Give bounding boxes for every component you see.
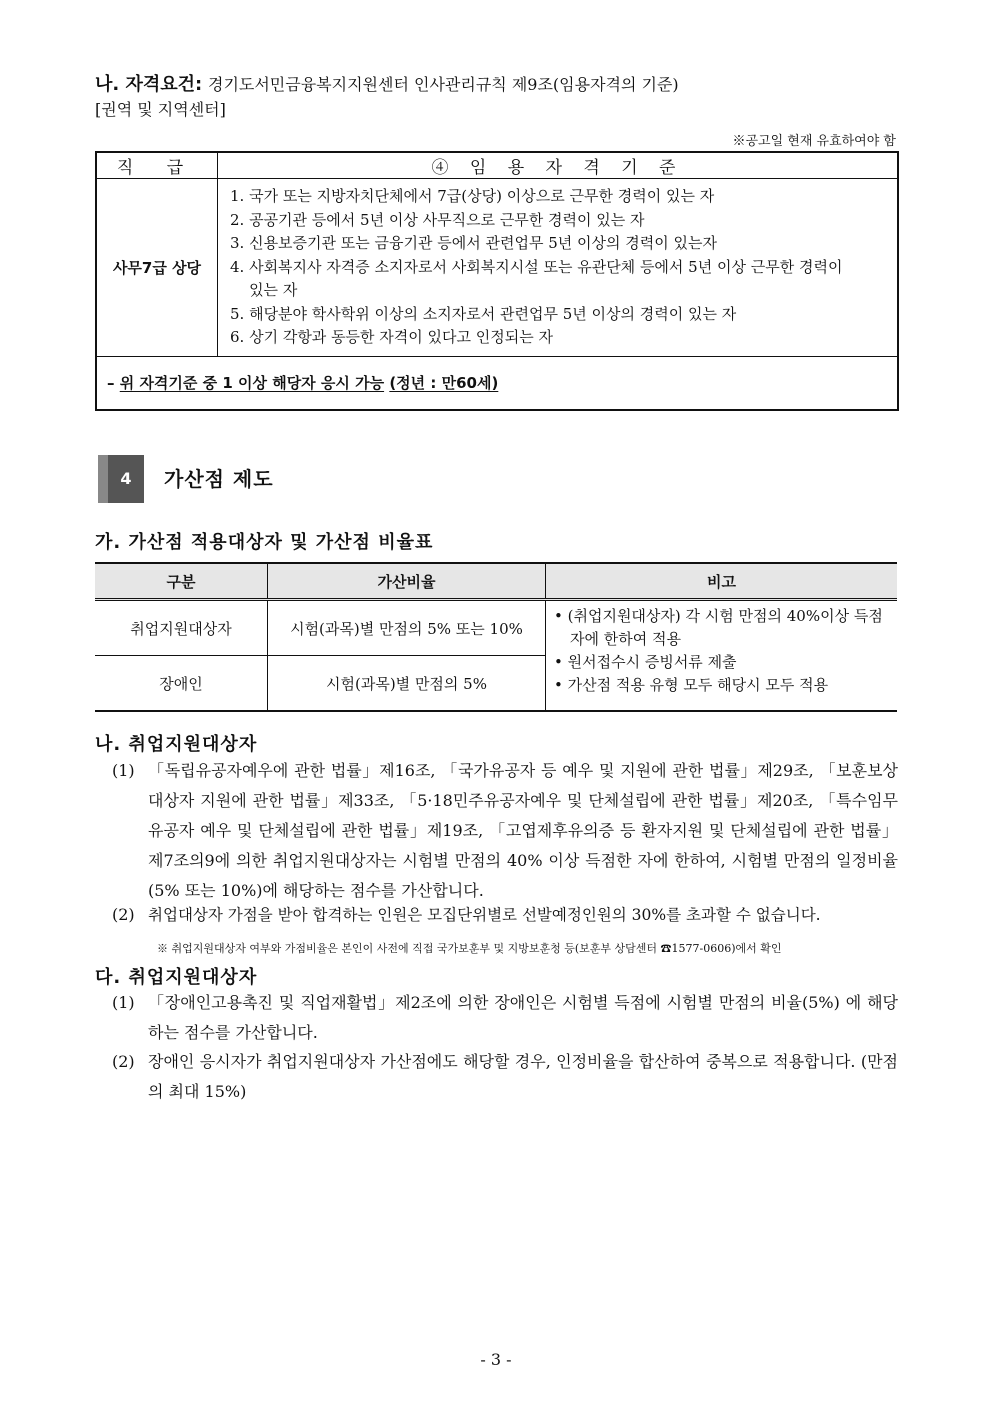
- paragraph-text: 취업대상자 가점을 받아 합격하는 인원은 모집단위별로 선발예정인원의 30%를 초과할 수 없습니다.: [148, 906, 821, 924]
- section-header: [98, 455, 418, 503]
- criteria-item: 있는 자: [230, 281, 298, 299]
- employment-note: ※ 취업지원대상자 여부와 가점비율은 본인이 사전에 직접 국가보훈부 및 지방보훈청 등(보훈부 상담센터 ☎1577-0606)에서 확인: [157, 942, 782, 955]
- paragraph-text: 장애인 응시자가 취업지원대상자 가산점에도 해당할 경우, 인정비율을 합산하여 중복으로 적용합니다. (만점의 최대 15%): [148, 1052, 898, 1101]
- criteria-item: 3. 신용보증기관 또는 금융기관 등에서 관련업무 5년 이상의 경력이 있는자: [230, 234, 717, 252]
- criteria-item: 6. 상기 각항과 동등한 자격이 있다고 인정되는 자: [230, 328, 553, 346]
- grade-cell: 사무7급 상당: [96, 179, 218, 357]
- footer-retirement: (정년 : 만60세): [389, 374, 499, 392]
- criteria-item: 1. 국가 또는 지방자치단체에서 7급(상당) 이상으로 근무한 경력이 있는 자: [230, 187, 715, 205]
- bonus-row-type: 취업지원대상자: [95, 600, 268, 656]
- section-title: 가산점 제도: [164, 467, 274, 491]
- bonus-header-note: 비고: [546, 563, 898, 600]
- disabled-heading: 다. 취업지원대상자: [95, 967, 258, 988]
- grade-header: 직 급: [96, 152, 218, 179]
- paragraph-text: 「독립유공자예우에 관한 법률」제16조, 「국가유공자 등 예우 및 지원에 관한 법률」제29조, 「보훈보상대상자 지원에 관한 법률」제33조, 「5·18민주유공자예우 및 단체설립에 관한 법률」제20조, 「특수임무유공자 예우 및 단체설립에 관한 법률」제19조, 「고엽제후유의증 등 환자지원 및 단체설립에 관한 법률」 제7조의9에 의한 취업지원대상자는 시험별 만점의 40% 이상 득점한 자에 한하여, 시험별 만점의 일정비율(5% 또는 10%)에 해당하는 점수를 가산합니다.: [148, 761, 899, 900]
- criteria-item: 5. 해당분야 학사학위 이상의 소지자로서 관련업무 5년 이상의 경력이 있는 자: [230, 304, 737, 323]
- criteria-item: 4. 사회복지사 자격증 소지자로서 사회복지시설 또는 유관단체 등에서 5년 이상 근무한 경력이: [230, 257, 843, 276]
- bonus-row-rate: 시험(과목)별 만점의 5%: [268, 656, 546, 712]
- criteria-header: ④ 임 용 자 격 기 준: [218, 152, 899, 179]
- bonus-note-item: • 가산점 적용 유형 모두 해당시 모두 적용: [554, 676, 829, 694]
- bonus-header-rate: 가산비율: [268, 563, 546, 600]
- criteria-list: [218, 179, 897, 356]
- bonus-row-type: 장애인: [95, 656, 268, 712]
- qualification-heading: [95, 70, 679, 96]
- bonus-note-item: • (취업지원대상자) 각 시험 만점의 40%이상 득점자에 한하여 적용: [554, 607, 883, 648]
- bonus-table: [95, 562, 897, 712]
- page-number: - 3 -: [480, 1350, 512, 1369]
- criteria-item: 2. 공공기관 등에서 5년 이상 사무직으로 근무한 경력이 있는 자: [230, 210, 645, 229]
- bonus-note-item: • 원서접수시 증빙서류 제출: [554, 653, 737, 671]
- qualification-sub: [권역 및 지역센터]: [95, 100, 226, 119]
- criteria-cell: [218, 179, 899, 357]
- employment-heading: 나. 취업지원대상자: [95, 734, 258, 755]
- bonus-notes: [546, 600, 898, 712]
- section-number: 4: [108, 455, 144, 503]
- qualification-table: [95, 151, 899, 411]
- paragraph-number: (2): [112, 1052, 135, 1071]
- qualification-note: ※공고일 현재 유효하여야 함: [732, 134, 896, 149]
- bonus-row-rate: 시험(과목)별 만점의 5% 또는 10%: [268, 600, 546, 656]
- employment-paragraph-1: [112, 756, 898, 906]
- disabled-paragraph-1: [112, 988, 898, 1048]
- disabled-paragraph-2: [112, 1047, 898, 1107]
- qualification-heading-label: 나. 자격요건:: [95, 74, 203, 95]
- qualification-heading-desc: 경기도서민금융복지지원센터 인사관리규칙 제9조(임용자격의 기준): [207, 75, 679, 94]
- footer-text: 위 자격기준 중 1 이상 해당자 응시 가능: [119, 374, 385, 392]
- section-bar: [98, 455, 108, 503]
- bonus-header-type: 구분: [95, 563, 268, 600]
- paragraph-text: 「장애인고용촉진 및 직업재활법」제2조에 의한 장애인은 시험별 득점에 시험별 만점의 비율(5%) 에 해당하는 점수를 가산합니다.: [148, 993, 898, 1042]
- paragraph-number: (1): [112, 993, 135, 1012]
- paragraph-number: (1): [112, 761, 135, 780]
- paragraph-number: (2): [112, 905, 135, 924]
- footer-dash: –: [107, 374, 115, 392]
- qualification-footer: [96, 356, 898, 410]
- employment-paragraph-2: [112, 900, 898, 930]
- bonus-heading: 가. 가산점 적용대상자 및 가산점 비율표: [95, 532, 434, 553]
